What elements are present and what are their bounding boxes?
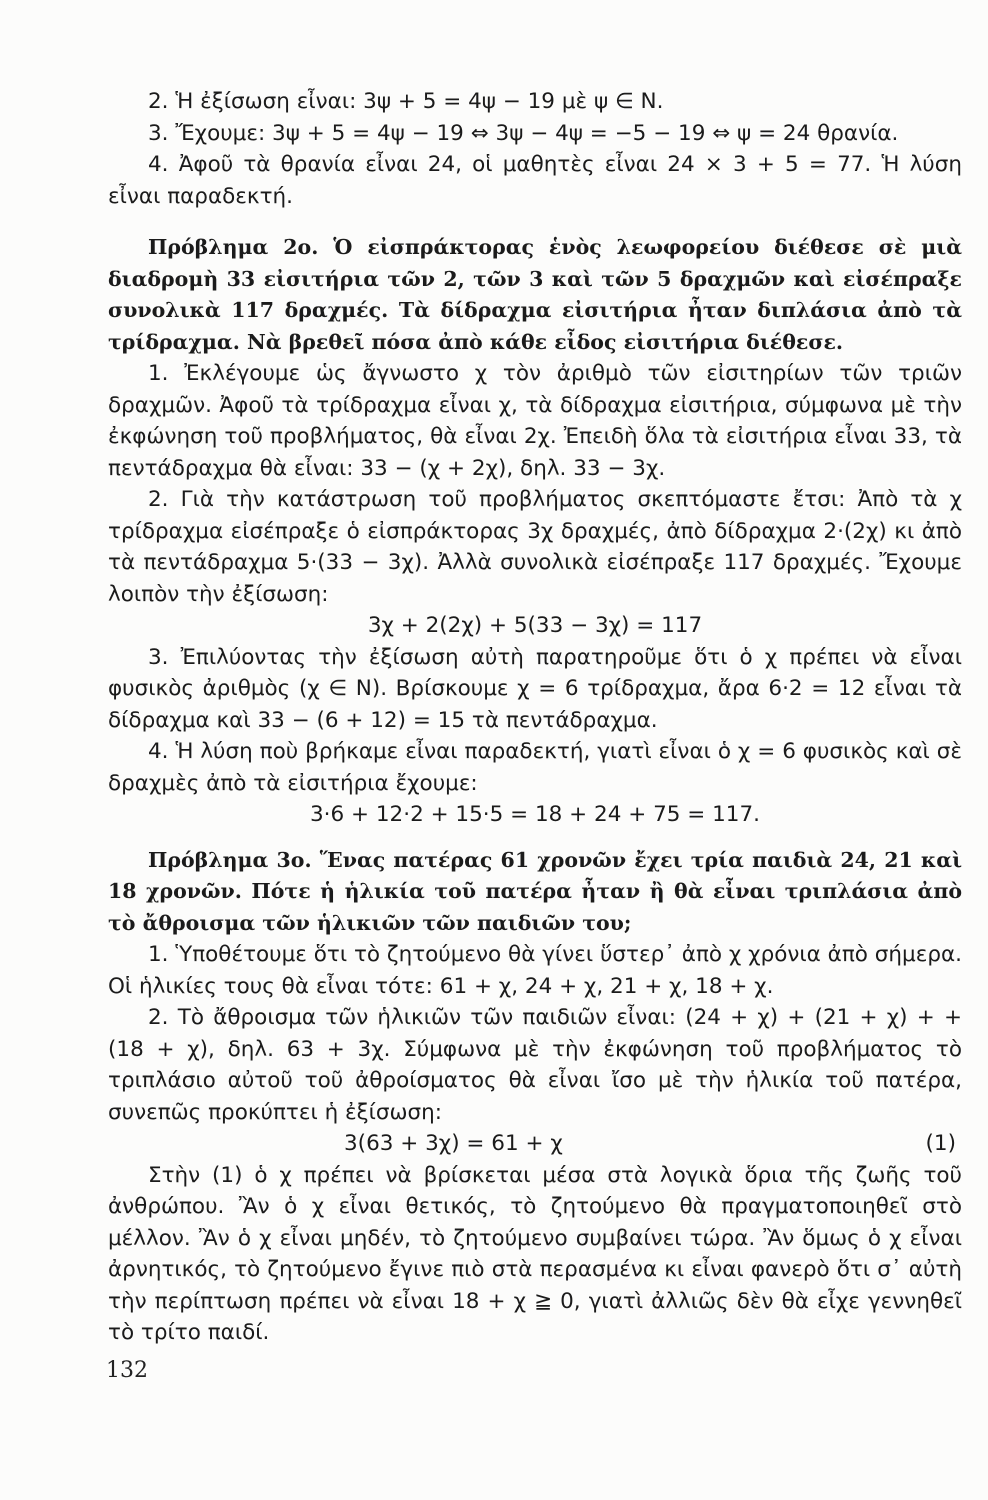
solution-step-2: 2. Ἡ ἐξίσωση εἶναι: 3ψ + 5 = 4ψ − 19 μὲ ψ ∈ N. — [148, 89, 664, 114]
solution-step-3: 3. Ἔχουμε: 3ψ + 5 = 4ψ − 19 ⇔ 3ψ − 4ψ = −5 − 19 ⇔ ψ = 24 θρανία. — [148, 120, 899, 146]
problem-2-statement: Πρόβλημα 2ο. Ὁ εἰσπράκτορας ἑνὸς λεωφορείου διέθεσε σὲ μιὰ διαδρομὴ 33 εἰσιτήρια τῶν 2, τῶν 3 καὶ τῶν 5 δραχμῶν καὶ εἰσέπραξε συνολικὰ 117 δραχμές. Τὰ δίδραχμα εἰσιτήρια ἦταν διπλάσια ἀπὸ τὰ τρίδραχμα. Νὰ βρεθεῖ πόσα ἀπὸ κάθε εἶδος εἰσιτήρια διέθεσε. — [108, 235, 962, 354]
problem-3-step-2: 2. Τὸ ἄθροισμα τῶν ἡλικιῶν τῶν παιδιῶν εἶναι: (24 + χ) + (21 + χ) + + (18 + χ), δηλ. 63 + 3χ. Σύμφωνα μὲ τὴν ἐκφώνηση τοῦ προβλήματος τὸ τριπλάσιο αὐτοῦ τοῦ ἀθροίσματος θὰ εἶναι ἴσο μὲ τὴν ἡλικία τοῦ πατέρα, συνεπῶς προκύπτει ἡ ἐξίσωση: — [108, 1005, 962, 1125]
solution-step-4: 4. Ἀφοῦ τὰ θρανία εἶναι 24, οἱ μαθητὲς εἶναι 24 × 3 + 5 = 77. Ἡ λύση εἶναι παραδεκτή. — [108, 152, 962, 209]
problem-3-step-3: Στὴν (1) ὁ χ πρέπει νὰ βρίσκεται μέσα στὰ λογικὰ ὅρια τῆς ζωῆς τοῦ ἀνθρώπου. Ἂν ὁ χ εἶναι θετικός, τὸ ζητούμενο θὰ πραγματοποιηθεῖ στὸ μέλλον. Ἂν ὁ χ εἶναι μηδέν, τὸ ζητούμενο συμβαίνει τώρα. Ἂν ὅμως ὁ χ εἶναι ἀρνητικός, τὸ ζητούμενο ἔγινε πιὸ στὰ περασμένα κι εἶναι φανερὸ ὅτι σ᾽ αὐτὴ τὴν περίπτωση πρέπει νὰ εἶναι 18 + χ ≧ 0, γιατὶ ἀλλιῶς δὲν θὰ εἶχε γεννηθεῖ τὸ τρίτο παιδί. — [108, 1162, 962, 1345]
problem-2-step-1: 1. Ἐκλέγουμε ὡς ἄγνωστο χ τὸν ἀριθμὸ τῶν εἰσιτηρίων τῶν τριῶν δραχμῶν. Ἀφοῦ τὰ τρίδραχμα εἶναι χ, τὰ δίδραχμα εἰσιτήρια, σύμφωνα μὲ τὴν ἐκφώνηση τοῦ προβλήματος, θὰ εἶναι 2χ. Ἐπειδὴ ὅλα τὰ εἰσιτήρια εἶναι 33, τὰ πεντάδραχμα θὰ εἶναι: 33 − (χ + 2χ), δηλ. 33 − 3χ. — [108, 361, 962, 481]
problem-2-step-2: 2. Γιὰ τὴν κατάστρωση τοῦ προβλήματος σκεπτόμαστε ἔτσι: Ἀπὸ τὰ χ τρίδραχμα εἰσέπραξε ὁ εἰσπράκτορας 3χ δραχμές, ἀπὸ δίδραχμα 2·(2χ) κι ἀπὸ τὰ πεντάδραχμα 5·(33 − 3χ). Ἀλλὰ συνολικὰ εἰσέπραξε 117 δραχμές. Ἔχουμε λοιπὸν τὴν ἐξίσωση: — [108, 487, 962, 607]
problem-2-step-3: 3. Ἐπιλύοντας τὴν ἐξίσωση αὐτὴ παρατηροῦμε ὅτι ὁ χ πρέπει νὰ εἶναι φυσικὸς ἀριθμὸς (χ ∈ N). Βρίσκουμε χ = 6 τρίδραχμα, ἄρα 6·2 = 12 εἶναι τὰ δίδραχμα καὶ 33 − (6 + 12) = 15 τὰ πεντάδραχμα. — [108, 644, 962, 733]
problem-3-equation: 3(63 + 3χ) = 61 + χ — [344, 1131, 563, 1156]
equation-number: (1) — [925, 1131, 956, 1156]
text-column — [108, 86, 962, 1349]
problem-3-step-1: 1. Ὑποθέτουμε ὅτι τὸ ζητούμενο θὰ γίνει ὕστερ᾽ ἀπὸ χ χρόνια ἀπὸ σήμερα. Οἱ ἡλικίες τους θὰ εἶναι τότε: 61 + χ, 24 + χ, 21 + χ, 18 + χ. — [108, 942, 962, 999]
problem-2-check: 3·6 + 12·2 + 15·5 = 18 + 24 + 75 = 117. — [310, 802, 760, 827]
problem-2-step-4: 4. Ἡ λύση ποὺ βρήκαμε εἶναι παραδεκτή, γιατὶ εἶναι ὁ χ = 6 φυσικὸς καὶ σὲ δραχμὲς ἀπὸ τὰ εἰσιτήρια ἔχουμε: — [108, 739, 962, 796]
problem-3-equation-row — [108, 1128, 962, 1160]
problem-3-statement: Πρόβλημα 3ο. Ἕνας πατέρας 61 χρονῶν ἔχει τρία παιδιὰ 24, 21 καὶ 18 χρονῶν. Πότε ἡ ἡλικία τοῦ πατέρα ἦταν ἢ θὰ εἶναι τριπλάσια ἀπὸ τὸ ἄθροισμα τῶν ἡλικιῶν τῶν παιδιῶν του; — [108, 847, 962, 935]
problem-2-equation: 3χ + 2(2χ) + 5(33 − 3χ) = 117 — [367, 613, 703, 638]
page-number: 132 — [106, 1358, 148, 1383]
